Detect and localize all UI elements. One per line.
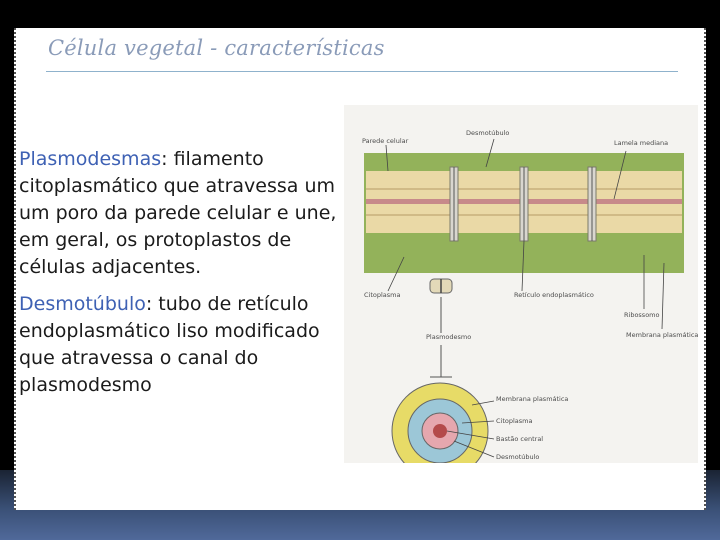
label-reticulo: Retículo endoplasmático (514, 291, 594, 299)
slide-title: Célula vegetal - características (48, 36, 385, 60)
label-plasmodesmo: Plasmodesmo (426, 333, 472, 341)
slide (14, 28, 706, 510)
plasmodesma-diagram (344, 105, 698, 463)
label-ribossomo: Ribossomo (624, 311, 660, 319)
label-desmotubulo-top: Desmotúbulo (466, 129, 510, 137)
label-parede-celular: Parede celular (362, 137, 409, 145)
definitions (19, 146, 354, 409)
definition-plasmodesmas (19, 146, 354, 281)
term-plasmodesmas: Plasmodesmas (19, 148, 162, 170)
definition-plasmodesmas-text: : filamento citoplasmático que atravessa um um poro da parede celular e une, em geral, os protoplastos de células adjacentes. (19, 148, 337, 278)
label-membrana-plasmatica: Membrana plasmática (626, 331, 698, 339)
plasmodesma-detail (430, 279, 452, 377)
label-bastao-central: Bastão central (496, 435, 544, 443)
label-citoplasma: Citoplasma (364, 291, 401, 299)
definition-desmotubulo (19, 291, 354, 399)
plasmodesma-illustration (344, 105, 698, 463)
label-citoplasma-2: Citoplasma (496, 417, 533, 425)
central-rod (433, 424, 447, 438)
label-lamela-mediana: Lamela mediana (614, 139, 669, 147)
definition-desmotubulo-text: : tubo de retículo endoplasmático liso modificado que atravessa o canal do plasmodesmo (19, 293, 320, 396)
label-membrana-plasmatica-2: Membrana plasmática (496, 395, 569, 403)
title-divider (46, 71, 678, 72)
cross-section (392, 383, 488, 463)
term-desmotubulo: Desmotúbulo (19, 293, 146, 315)
label-desmotubulo-bottom: Desmotúbulo (496, 453, 540, 461)
